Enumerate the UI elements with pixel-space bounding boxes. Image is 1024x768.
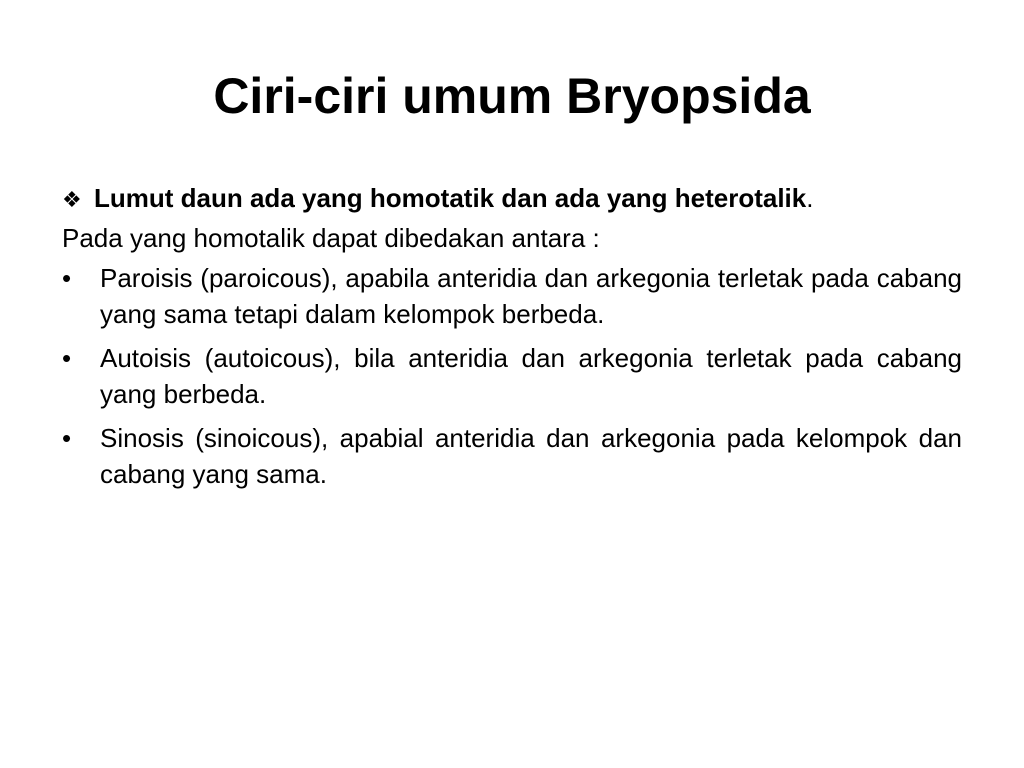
intro-text: Pada yang homotalik dapat dibedakan antara : bbox=[62, 223, 600, 253]
diamond-bullet-icon: ❖ bbox=[62, 187, 82, 212]
bullet-list bbox=[62, 260, 962, 492]
lead-point bbox=[62, 180, 962, 218]
bullet-item bbox=[62, 260, 962, 332]
bullet-icon: • bbox=[62, 423, 72, 453]
bullet-text: Paroisis (paroicous), apabila anteridia dan arkegonia terletak pada cabang yang sama tetapi dalam kelompok berbeda. bbox=[100, 263, 962, 329]
bullet-item bbox=[62, 340, 962, 412]
bullet-icon: • bbox=[62, 263, 72, 293]
bullet-icon: • bbox=[62, 343, 72, 373]
bullet-item bbox=[62, 420, 962, 492]
bullet-text: Autoisis (autoicous), bila anteridia dan arkegonia terletak pada cabang yang berbeda. bbox=[100, 343, 962, 409]
lead-text: Lumut daun ada yang homotatik dan ada yang heterotalik bbox=[94, 183, 807, 213]
slide-body bbox=[62, 180, 962, 500]
slide-title: Ciri-ciri umum Bryopsida bbox=[213, 68, 811, 124]
bullet-text: Sinosis (sinoicous), apabial anteridia dan arkegonia pada kelompok dan cabang yang sama. bbox=[100, 423, 962, 489]
lead-period: . bbox=[806, 183, 814, 213]
